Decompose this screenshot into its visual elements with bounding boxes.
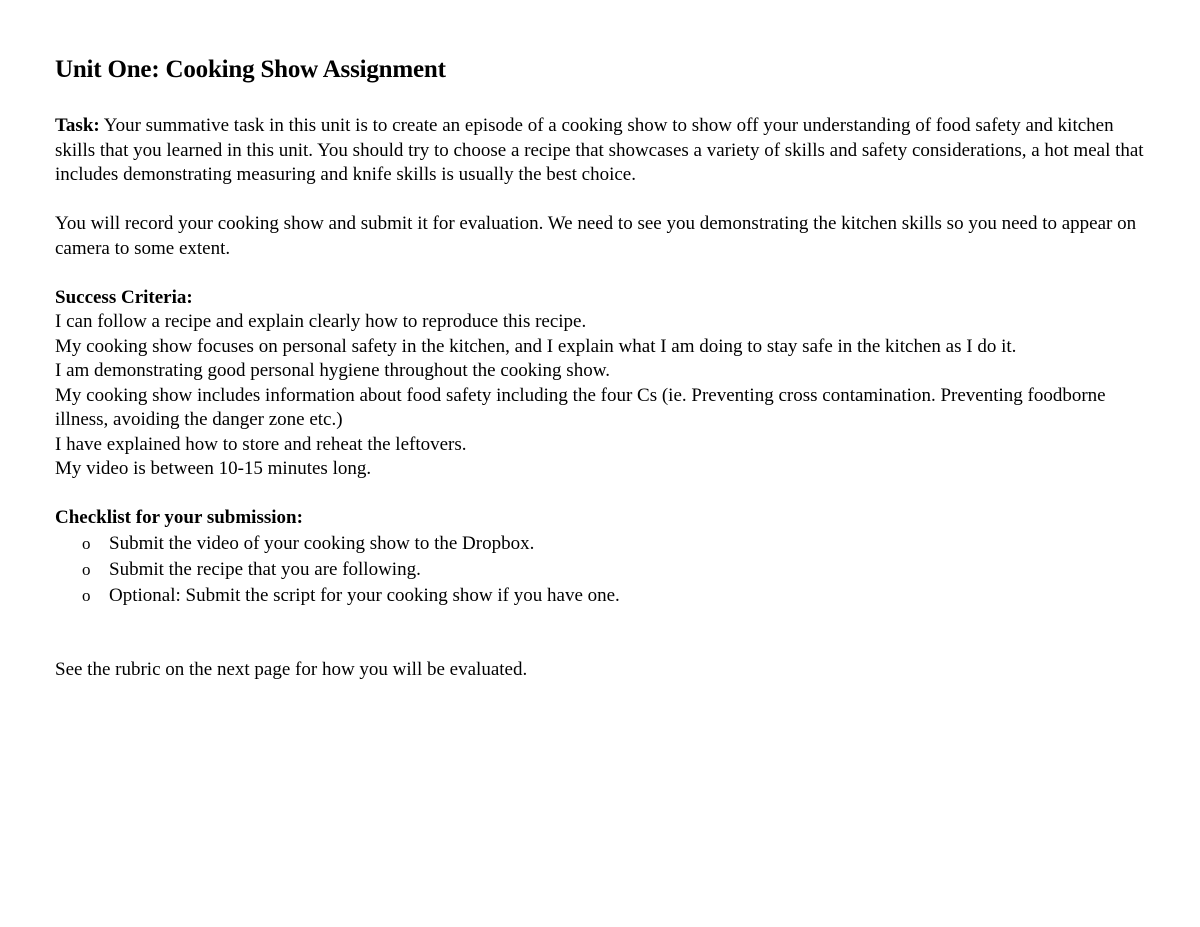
criteria-item: My cooking show focuses on personal safety in the kitchen, and I explain what I am doing to stay safe in the kitchen as I do it. <box>55 335 1017 357</box>
success-criteria-heading: Success Criteria: <box>55 286 193 308</box>
circle-bullet-icon: o <box>82 533 91 553</box>
rubric-note: See the rubric on the next page for how you will be evaluated. <box>55 658 528 680</box>
task-text: Your summative task in this unit is to create an episode of a cooking show to show off your understanding of food safety and kitchen skills that you learned in this unit. You should try to choose a recipe that showcases a variety of skills and safety considerations, a hot meal that includes demonstrating measuring and knife skills is usually the best choice. <box>55 115 1144 185</box>
checklist-item <box>55 557 1155 583</box>
criteria-item: I have explained how to store and reheat the leftovers. <box>55 433 467 455</box>
checklist-item-text: Submit the recipe that you are following. <box>109 558 421 580</box>
circle-bullet-icon: o <box>82 585 91 605</box>
checklist-heading: Checklist for your submission: <box>55 507 303 528</box>
checklist-item-text: Optional: Submit the script for your cooking show if you have one. <box>109 584 620 606</box>
checklist-section <box>55 506 1155 609</box>
checklist-item-text: Submit the video of your cooking show to the Dropbox. <box>109 532 535 554</box>
criteria-item: I can follow a recipe and explain clearly how to reproduce this recipe. <box>55 311 587 332</box>
success-criteria-list <box>55 310 1155 482</box>
document-page <box>55 54 1155 682</box>
criteria-item: My video is between 10-15 minutes long. <box>55 458 372 479</box>
document-title: Unit One: Cooking Show Assignment <box>55 56 446 83</box>
checklist-item <box>55 583 1155 609</box>
task-label: Task: <box>55 115 100 136</box>
checklist-item <box>55 531 1155 557</box>
criteria-item: My cooking show includes information about food safety including the four Cs (ie. Preventing cross contamination. Preventing foodborne illness, avoiding the danger zone etc.) <box>55 384 1106 430</box>
task-paragraph <box>55 114 1155 188</box>
success-criteria-section <box>55 286 1155 482</box>
criteria-item: I am demonstrating good personal hygiene throughout the cooking show. <box>55 360 610 381</box>
checklist <box>55 531 1155 609</box>
record-paragraph: You will record your cooking show and submit it for evaluation. We need to see you demonstrating the kitchen skills so you need to appear on camera to some extent. <box>55 213 1137 259</box>
circle-bullet-icon: o <box>82 559 91 579</box>
